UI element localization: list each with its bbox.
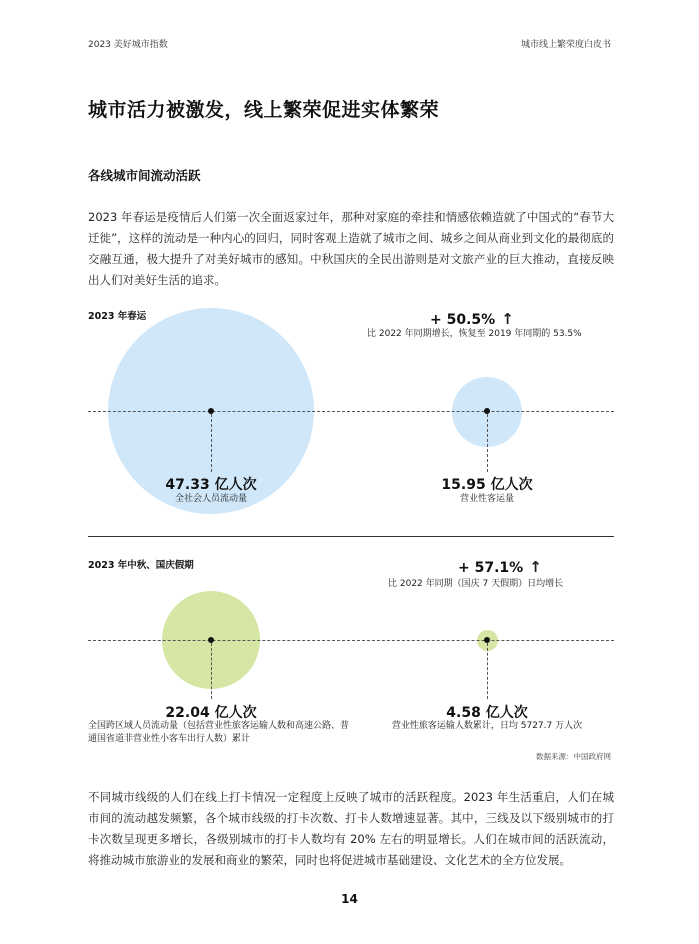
spring-change-caption: 比 2022 年同期增长，恢复至 2019 年同期的 53.5%	[367, 329, 582, 339]
leader-line	[211, 643, 212, 699]
up-arrow-icon: ↑	[501, 310, 514, 328]
header-left-title: 2023 美好城市指数	[88, 40, 168, 50]
leader-line	[487, 414, 488, 472]
spring-festival-label: 2023 年春运	[88, 311, 147, 322]
closing-paragraph: 不同城市线级的人们在线上打卡情况一定程度上反映了城市的活跃程度。2023 年生活重启，人们在城市间的流动越发频繁，各个城市线级的打卡次数、打卡人数增速显著。其中，三线及以下级别城市的打卡次数呈现更多增长，各级别城市的打卡人数均有 20% 左右的明显增长。人们在城市间的活跃流动，将推动城市旅游业的发展和商业的繁荣，同时也将促进城市基础建设、文化艺术的全方位发展。	[88, 790, 614, 867]
intro-paragraph: 2023 年春运是疫情后人们第一次全面返家过年，那种对家庭的牵挂和情感依赖造就了中国式的“春节大迁徙”，这样的流动是一种内心的回归，同时客观上造就了城市之间、城乡之间从商业到文化的最彻底的交融互通，极大提升了对美好城市的感知。中秋国庆的全民出游则是对文旅产业的巨大推动，直接反映出人们对美好生活的追求。	[88, 210, 614, 287]
cross-region-flow-value: 22.04 亿人次	[165, 705, 257, 721]
holiday-label: 2023 年中秋、国庆假期	[88, 560, 194, 571]
passenger-transport-value: 4.58 亿人次	[446, 705, 528, 721]
holiday-change-value: + 57.1%	[458, 560, 524, 576]
page-number: 14	[341, 892, 358, 906]
page-title: 城市活力被激发，线上繁荣促进实体繁荣	[88, 99, 440, 121]
commercial-transport-value: 15.95 亿人次	[441, 477, 533, 493]
passenger-flow-value: 47.33 亿人次	[165, 477, 257, 493]
holiday-change	[458, 557, 542, 576]
section-divider	[88, 536, 614, 537]
leader-line	[211, 414, 212, 472]
commercial-transport-caption: 营业性客运量	[459, 494, 514, 504]
passenger-flow-caption: 全社会人员流动量	[174, 494, 247, 504]
baseline-dotted	[88, 411, 614, 412]
up-arrow-icon: ↑	[529, 558, 542, 576]
spring-change-value: + 50.5%	[430, 312, 496, 328]
passenger-transport-caption: 营业性旅客运输人数累计，日均 5727.7 万人次	[391, 721, 583, 731]
holiday-change-caption: 比 2022 年同期（国庆 7 天假期）日均增长	[388, 579, 564, 589]
section-subtitle: 各线城市间流动活跃	[88, 168, 201, 183]
data-source: 数据来源：中国政府网	[536, 752, 611, 761]
leader-line	[487, 643, 488, 699]
baseline-dotted	[88, 640, 614, 641]
cross-region-flow-caption: 全国跨区域人员流动量（包括营业性旅客运输人数和高速公路、普通国省道非营业性小客车出行人数）累计	[88, 721, 350, 744]
header-right-title: 城市线上繁荣度白皮书	[520, 40, 611, 50]
